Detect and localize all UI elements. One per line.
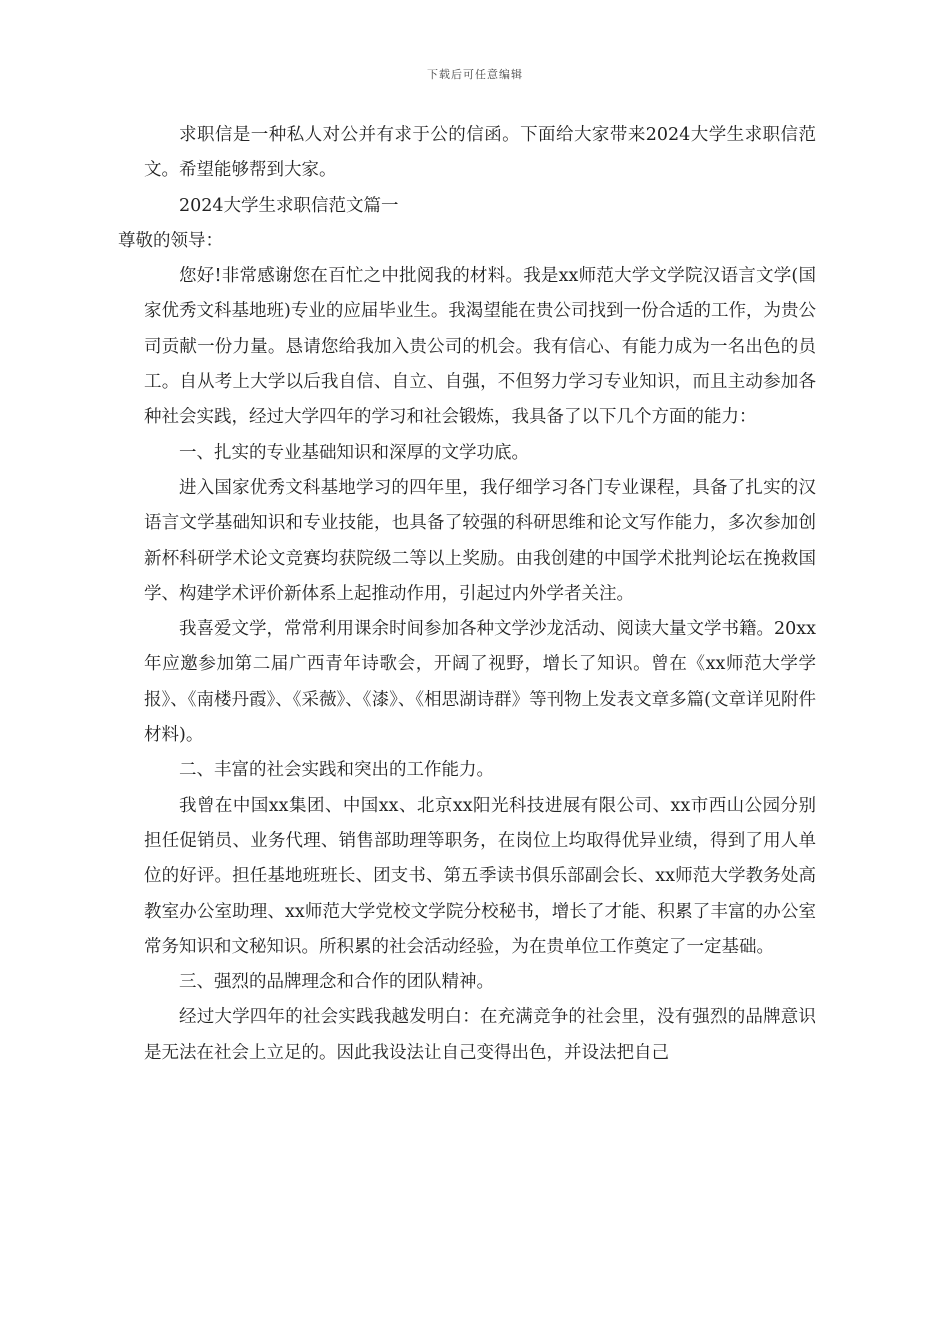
body-paragraph-2: 进入国家优秀文科基地学习的四年里，我仔细学习各门专业课程，具备了扎实的汉语言文学基础知识和专业技能，也具备了较强的科研思维和论文写作能力，多次参加创新杯科研学术论文竞赛均获院级二等以上奖励。由我创建的中国学术批判论坛在挽救国学、构建学术评价新体系上起推动作用，引起过内外学者关注。 bbox=[144, 477, 816, 604]
salutation: 尊敬的领导： bbox=[118, 230, 223, 251]
body-paragraph-4: 我曾在中国xx集团、中国xx、北京xx阳光科技进展有限公司、xx市西山公园分别担任促销员、业务代理、销售部助理等职务，在岗位上均取得优异业绩，得到了用人单位的好评。担任基地班班长、团支书、第五季读书俱乐部副会长、xx师范大学教务处高教室办公室助理、xx师范大学党校文学院分校秘书，增长了才能、积累了丰富的办公室常务知识和文秘知识。所积累的社会活动经验，为在贵单位工作奠定了一定基础。 bbox=[144, 795, 816, 957]
subheading-2: 二、丰富的社会实践和突出的工作能力。 bbox=[179, 760, 494, 781]
document-body bbox=[118, 118, 817, 1071]
intro-paragraph: 求职信是一种私人对公并有求于公的信函。下面给大家带来2024大学生求职信范文。希望能够帮到大家。 bbox=[144, 125, 816, 181]
body-paragraph-3: 我喜爱文学，常常利用课余时间参加各种文学沙龙活动、阅读大量文学书籍。20xx年应邀参加第二届广西青年诗歌会，开阔了视野，增长了知识。曾在《xx师范大学学报》、《南楼丹霞》、《采薇》、《漆》、《相思湖诗群》等刊物上发表文章多篇(文章详见附件材料)。 bbox=[144, 619, 817, 746]
body-paragraph-1: 您好!非常感谢您在百忙之中批阅我的材料。我是xx师范大学文学院汉语言文学(国家优秀文科基地班)专业的应届毕业生。我渴望能在贵公司找到一份合适的工作，为贵公司贡献一份力量。恳请您给我加入贵公司的机会。我有信心、有能力成为一名出色的员工。自从考上大学以后我自信、自立、自强，不但努力学习专业知识，而且主动参加各种社会实践，经过大学四年的学习和社会锻炼，我具备了以下几个方面的能力： bbox=[144, 266, 816, 428]
subheading-1: 一、扎实的专业基础知识和深厚的文学功底。 bbox=[179, 442, 529, 463]
body-paragraph-5: 经过大学四年的社会实践我越发明白：在充满竞争的社会里，没有强烈的品牌意识是无法在社会上立足的。因此我设法让自己变得出色，并设法把自己 bbox=[144, 1007, 816, 1063]
page-header: 下载后可任意编辑 bbox=[427, 68, 523, 81]
section-title: 2024大学生求职信范文篇一 bbox=[179, 195, 399, 216]
subheading-3: 三、强烈的品牌理念和合作的团队精神。 bbox=[179, 972, 494, 993]
